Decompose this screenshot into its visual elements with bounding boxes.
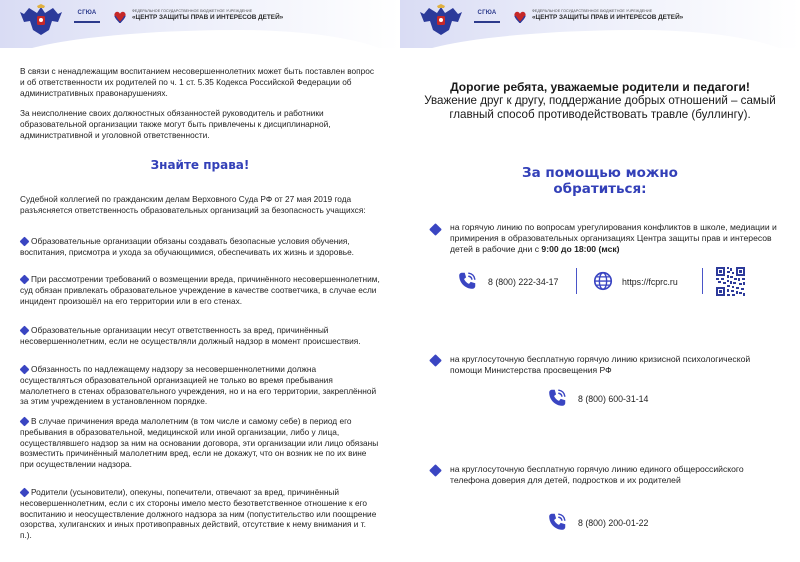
hotline-1-phone[interactable]: 8 (800) 222-34-17 <box>488 277 559 287</box>
right-page <box>400 0 800 562</box>
phone-icon <box>546 511 568 533</box>
hotline-2-description: на круглосуточную бесплатную горячую линию кризисной психологической помощи Министерства просвещения РФ <box>450 354 751 375</box>
bullet-icon <box>429 464 442 477</box>
help-heading-line-1: За помощью можно <box>522 165 678 181</box>
czpid-logo-mark <box>112 9 128 25</box>
org-type-text: ФЕДЕРАЛЬНОЕ ГОСУДАРСТВЕННОЕ БЮДЖЕТНОЕ УЧРЕЖДЕНИЕ <box>532 9 653 13</box>
hotline-1-description: на горячую линию по вопросам урегулирования конфликтов в школе, медиации и примирения в образовательных организациях Центра защиты прав и интересов детей в рабочие дни с 9:00 до 18:00 (мск) <box>450 222 777 254</box>
rights-point-6: Родители (усыновители), опекуны, попечители, отвечают за вред, причинённый несовершеннолетним, если с их стороны имело место безответственное отношение к его воспитанию и неосуществление должного надзора за ним (попустительство или поощрение озорства, хулиганских и иных противоправных действий, отсутствие к нему внимания и т. п.). <box>20 487 377 541</box>
sgua-logo <box>72 6 102 30</box>
qr-code[interactable] <box>715 266 746 297</box>
intro-paragraph-2: За неисполнение своих должностных обязанностей руководитель и работники образовательной организации также могут быть привлечены к дисциплинарной, административной и уголовной ответственности. <box>20 108 331 140</box>
separator <box>576 268 577 294</box>
rights-point-3: Образовательные организации несут ответственность за вред, причинённый несовершеннолетним, если не осуществляли должный надзор в момент происшествия. <box>20 325 361 346</box>
phone-icon <box>546 387 568 409</box>
left-header <box>0 0 400 48</box>
intro-paragraph-1: В связи с ненадлежащим воспитанием несовершеннолетних может быть поставлен вопрос и об ответственности их родителей по ч. 1 ст. 5.35 Кодекса Российской Федерации об административных правонарушениях. <box>20 66 374 98</box>
sgua-logo <box>472 6 502 30</box>
org-name: «ЦЕНТР ЗАЩИТЫ ПРАВ И ИНТЕРЕСОВ ДЕТЕЙ» <box>132 14 284 21</box>
right-header <box>400 0 800 48</box>
sgua-logo-text: СГЮА <box>477 10 497 16</box>
bullet-icon <box>429 354 442 367</box>
separator <box>702 268 703 294</box>
hotline-3-phone[interactable]: 8 (800) 200-01-22 <box>578 518 649 528</box>
greeting: Дорогие ребята, уважаемые родители и педагоги! <box>450 80 750 94</box>
respect-message: Уважение друг к другу, поддержание добрых отношений – самый главный способ противодействовать травле (буллингу). <box>424 94 776 121</box>
rights-point-2: При рассмотрении требований о возмещении вреда, причинённого несовершеннолетним, суд обязан привлекать образовательное учреждение в качестве соответчика, в случае если инцидент произошёл на его территории или в его стенах. <box>20 274 380 306</box>
czpid-logo-mark <box>512 9 528 25</box>
bullet-icon <box>429 223 442 236</box>
hotline-2-phone[interactable]: 8 (800) 600-31-14 <box>578 394 649 404</box>
coat-of-arms-logo <box>418 4 464 38</box>
rights-point-4: Обязанность по надлежащему надзору за несовершеннолетними должна осуществляться образовательной организацией не только во время пребывания малолетнего в стенах образовательного учреждения, но и на его территории, закреплённой за этим учреждением в установленном порядке. <box>20 364 377 407</box>
rights-point-1: Образовательные организации обязаны создавать безопасные условия обучения, воспитания, присмотра и ухода за обучающимися, обеспечивать их жизнь и здоровье. <box>20 236 354 257</box>
coat-of-arms-logo <box>18 4 64 38</box>
help-heading-line-2: обратиться: <box>553 181 647 197</box>
czpid-logo <box>112 7 372 31</box>
org-type-text: ФЕДЕРАЛЬНОЕ ГОСУДАРСТВЕННОЕ БЮДЖЕТНОЕ УЧРЕЖДЕНИЕ <box>132 9 253 13</box>
czpid-logo <box>512 7 772 31</box>
hotline-3-description: на круглосуточную бесплатную горячую линию единого общероссийского телефона доверия для детей, подростков и их родителей <box>450 464 744 485</box>
sgua-logo-text: СГЮА <box>77 10 97 16</box>
website-link[interactable]: https://fcprc.ru <box>622 277 678 287</box>
globe-icon <box>592 270 614 292</box>
org-name: «ЦЕНТР ЗАЩИТЫ ПРАВ И ИНТЕРЕСОВ ДЕТЕЙ» <box>532 14 684 21</box>
rights-heading: Знайте права! <box>150 158 250 172</box>
rights-point-5: В случае причинения вреда малолетним (в том числе и самому себе) в период его пребывания в образовательной, медицинской или иной организации, либо у лица, осуществлявшего надзор за ним на основании договора, эти организации или лицо обязаны возместить причинённый малолетним вред, если не докажут, что он возник не по их вине при осуществлении надзора. <box>20 416 379 470</box>
phone-icon <box>456 270 478 292</box>
court-paragraph: Судебной коллегией по гражданским делам Верховного Суда РФ от 27 мая 2019 года разъясняется ответственность образовательных организаций за безопасность учащихся: <box>20 194 366 215</box>
